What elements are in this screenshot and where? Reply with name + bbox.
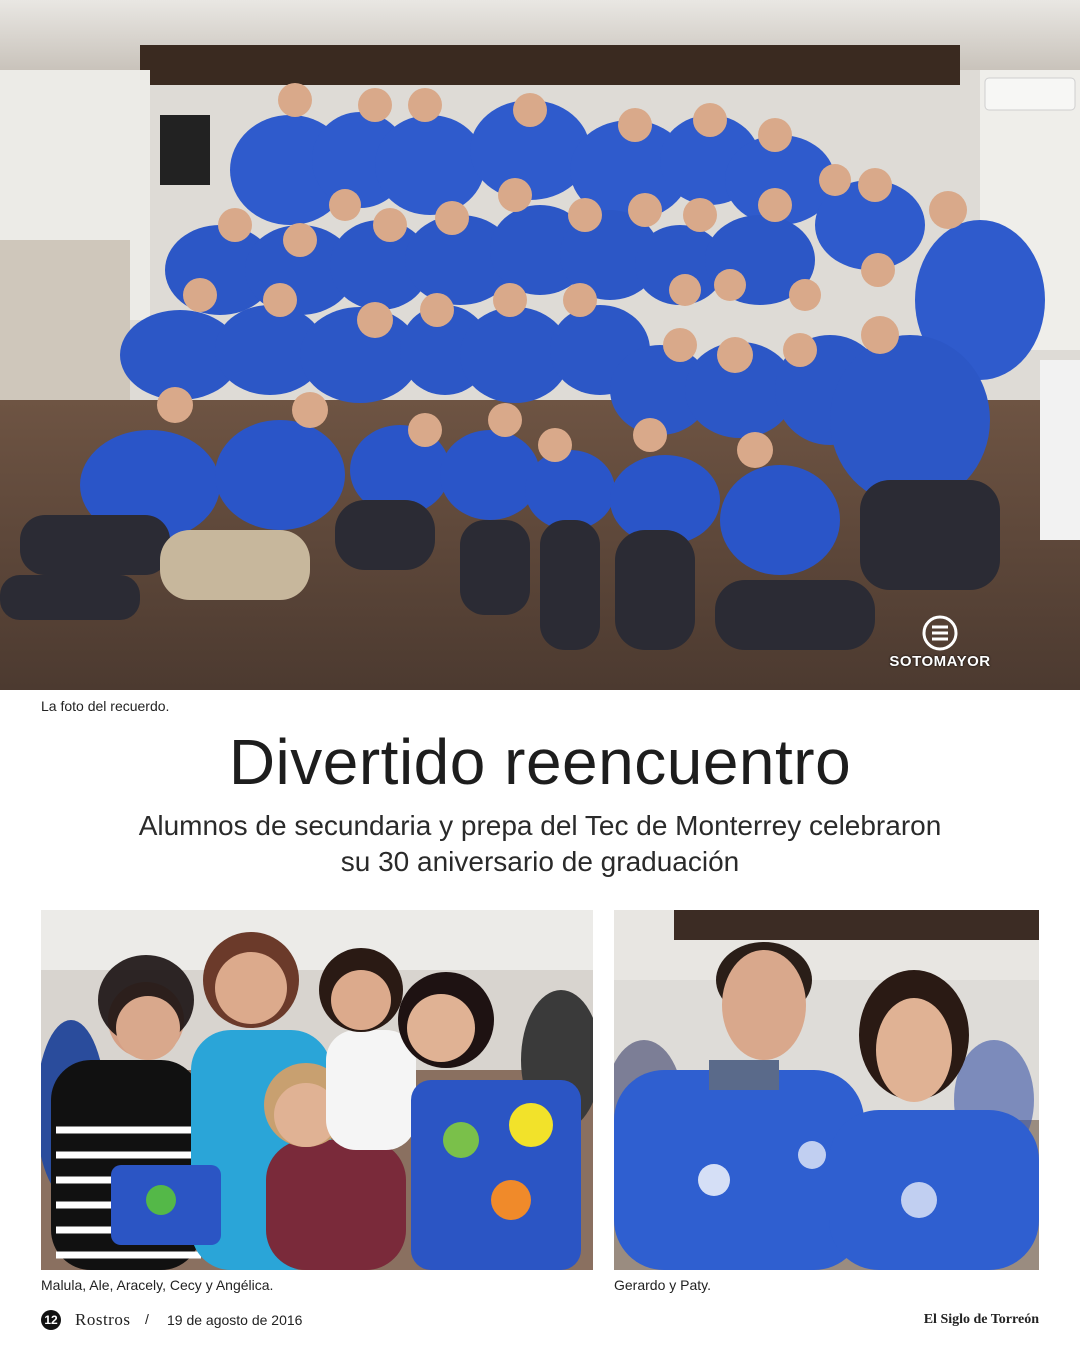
right-photo-caption: Gerardo y Paty.	[614, 1277, 712, 1293]
footer-separator: /	[145, 1311, 149, 1327]
section-name: Rostros	[75, 1310, 131, 1329]
couple-photo	[614, 910, 1039, 1270]
publication-name: El Siglo de Torreón	[923, 1312, 1039, 1327]
hero-caption: La foto del recuerdo.	[41, 698, 170, 714]
women-group-photo	[41, 910, 593, 1270]
sotomayor-watermark	[880, 615, 1000, 675]
article-title: Divertido reencuentro	[228, 726, 852, 798]
issue-date: 19 de agosto de 2016	[167, 1312, 303, 1328]
subtitle-line-2: su 30 aniversario de graduación	[340, 846, 740, 877]
page-footer	[41, 1310, 1039, 1332]
watermark-text: SOTOMAYOR	[889, 653, 991, 670]
subtitle-line-1: Alumnos de secundaria y prepa del Tec de Monterrey celebraron	[138, 810, 942, 841]
page-number: 12	[41, 1310, 61, 1330]
left-photo-caption: Malula, Ale, Aracely, Cecy y Angélica.	[41, 1277, 274, 1293]
article-subtitle	[0, 808, 1080, 880]
